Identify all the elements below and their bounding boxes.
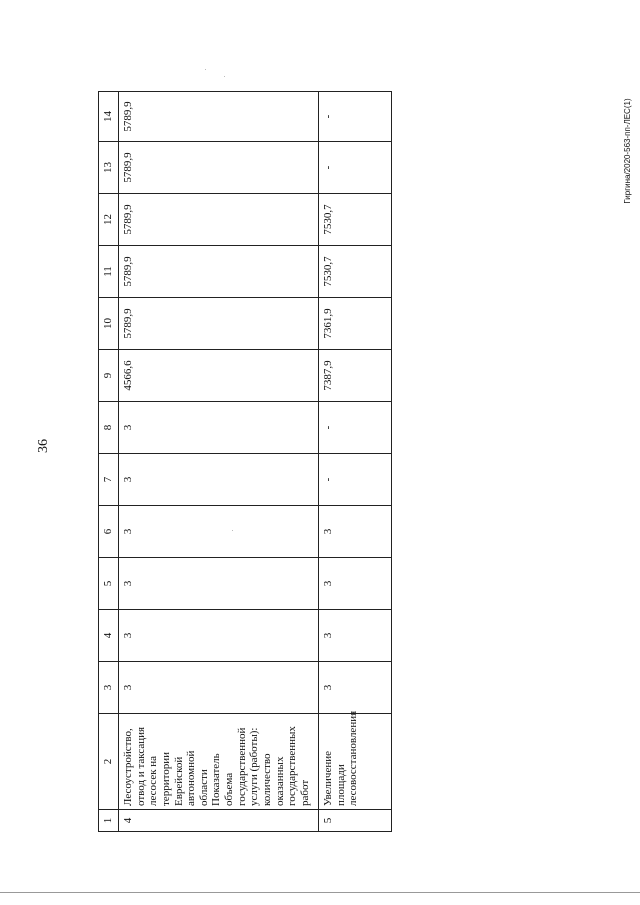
table-row [119, 92, 319, 832]
column-header: 1 [99, 810, 119, 832]
table-cell: 7530,7 [319, 194, 392, 246]
row-name: Лесоустройство, отвод и таксация лесосек на территории Еврейской автономной области Показатель объема государственной услуги (работы): количество оказанных государственных работ [119, 714, 319, 810]
column-header: 11 [99, 246, 119, 298]
table-cell: 3 [119, 558, 319, 610]
column-header: 3 [99, 662, 119, 714]
table-cell: 3 [319, 610, 392, 662]
table-cell: 7387,9 [319, 350, 392, 402]
row-name: Увеличение площади лесовосстановления [319, 714, 392, 810]
scan-speck [232, 530, 233, 531]
table-header-row [99, 92, 119, 832]
scan-speck [205, 69, 206, 70]
column-header: 10 [99, 298, 119, 350]
table-cell: 5789,9 [119, 92, 319, 142]
table-cell: 7530,7 [319, 246, 392, 298]
table-cell: 5789,9 [119, 194, 319, 246]
table-cell: 3 [319, 558, 392, 610]
rotated-table-container [98, 92, 392, 832]
table-cell: 4566,6 [119, 350, 319, 402]
table-cell: 3 [119, 402, 319, 454]
table-row [319, 92, 392, 832]
page-number: 36 [36, 439, 51, 453]
column-header: 5 [99, 558, 119, 610]
document-code: Гиргина/2020-563-пп-ЛЕС(1) [623, 98, 632, 204]
table-cell: - [319, 402, 392, 454]
plan-table [98, 91, 392, 832]
table-cell: - [319, 92, 392, 142]
column-header: 13 [99, 142, 119, 194]
scan-edge-line [0, 892, 640, 893]
table-cell: 3 [319, 506, 392, 558]
column-header: 2 [99, 714, 119, 810]
table-cell: 3 [319, 662, 392, 714]
column-header: 14 [99, 92, 119, 142]
column-header: 6 [99, 506, 119, 558]
column-header: 9 [99, 350, 119, 402]
table-cell: 5789,9 [119, 142, 319, 194]
table-cell: 5789,9 [119, 246, 319, 298]
table-cell: 3 [119, 454, 319, 506]
column-header: 4 [99, 610, 119, 662]
column-header: 8 [99, 402, 119, 454]
table-cell: - [319, 454, 392, 506]
scan-speck [224, 76, 225, 77]
table-cell: 3 [119, 506, 319, 558]
row-number: 4 [119, 810, 319, 832]
column-header: 12 [99, 194, 119, 246]
column-header: 7 [99, 454, 119, 506]
table-cell: - [319, 142, 392, 194]
table-cell: 7361,9 [319, 298, 392, 350]
row-number: 5 [319, 810, 392, 832]
table-cell: 3 [119, 662, 319, 714]
table-cell: 3 [119, 610, 319, 662]
table-cell: 5789,9 [119, 298, 319, 350]
